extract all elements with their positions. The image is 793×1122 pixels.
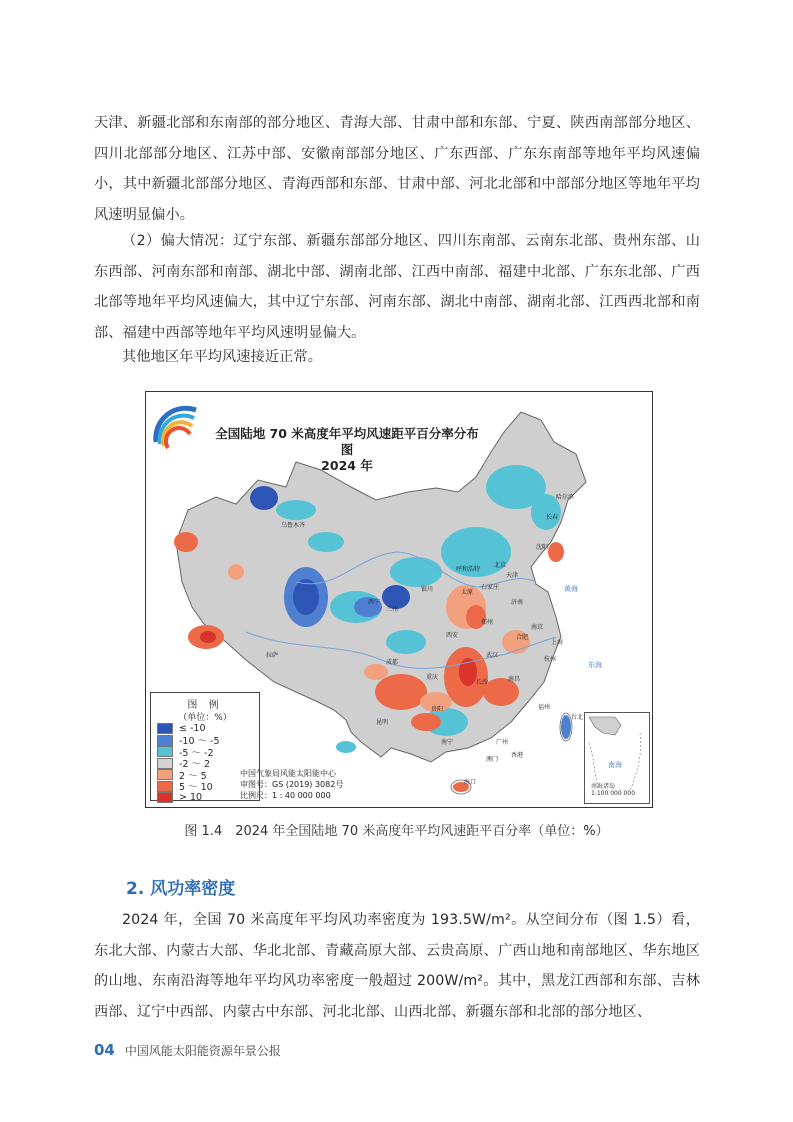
place-label: 福州 — [538, 704, 551, 711]
legend-title: 图 例 — [187, 700, 223, 711]
place-label: 上海 — [551, 639, 564, 646]
section-title: 2. 风功率密度 — [126, 879, 236, 899]
place-label: 贵阳 — [431, 706, 444, 713]
sea-label: 黄海 — [564, 585, 578, 593]
legend-swatch — [157, 769, 173, 780]
place-label: 南京 — [531, 624, 544, 631]
inset-scale: 1:100 000 000 — [591, 790, 636, 797]
paragraph-wind-speed-high — [94, 226, 700, 348]
place-label: 哈尔滨 — [556, 494, 575, 501]
legend-label: -2 ～ 2 — [179, 759, 211, 771]
legend-label: 2 ～ 5 — [179, 770, 207, 782]
place-label: 昆明 — [376, 719, 389, 726]
legend-swatch — [157, 746, 173, 757]
place-label: 拉萨 — [266, 652, 279, 659]
place-label: 西安 — [446, 632, 459, 639]
paragraph-text: （2）偏大情况：辽宁东部、新疆东部部分地区、四川东南部、云南东北部、贵州东部、山东西部、河南东部和南部、湖北中部、湖南北部、江西中南部、福建中北部、广东东北部、广西北部等地年平均风速偏大，其中辽宁东部、河南东部、湖北中南部、湖南北部、江西西北部和南部、福建中西部等地年平均风速明显偏大。 — [94, 233, 700, 341]
map-credits — [240, 768, 343, 801]
credit-org: 中国气象局风能太阳能中心 — [240, 769, 336, 778]
place-label: 银川 — [421, 586, 434, 593]
place-label: 杭州 — [544, 656, 557, 663]
south-china-sea-inset — [584, 712, 650, 804]
place-label: 长春 — [546, 514, 559, 521]
place-label: 广州 — [496, 739, 509, 746]
legend-swatch — [157, 723, 173, 734]
page-footer — [94, 1041, 281, 1059]
place-label: 澳门 — [486, 756, 499, 763]
place-label: 石家庄 — [481, 584, 500, 591]
place-label: 台北 — [571, 714, 584, 721]
credit-scale: 比例尺：1 : 40 000 000 — [240, 791, 331, 800]
map-title-line2: 2024 年 — [321, 458, 373, 473]
place-label: 重庆 — [426, 674, 439, 681]
place-label: 海口 — [464, 779, 477, 786]
figure-caption: 图 1.4 2024 年全国陆地 70 米高度年平均风速距平百分率（单位：%） — [184, 824, 609, 839]
legend-label: > 10 — [179, 792, 203, 804]
credit-approval: 审图号：GS (2019) 3082号 — [240, 780, 344, 789]
sea-label: 东海 — [588, 661, 602, 669]
legend-label: ≤ -10 — [179, 723, 206, 735]
cma-logo-icon — [156, 408, 196, 448]
place-label: 沈阳 — [536, 544, 549, 551]
paragraph-wind-speed-low — [94, 108, 700, 230]
inset-label: 南海诸岛 — [591, 783, 616, 790]
legend-swatch — [157, 781, 173, 792]
paragraph-text: 2024 年，全国 70 米高度年平均风功率密度为 193.5W/m²。从空间分布（图 1.5）看，东北大部、内蒙古大部、华北北部、青藏高原大部、云贵高原、广西山地和南部地区、华东地区的山地、东南沿海等地年平均风功率密度一般超过 200W/m²。其中，黑龙江西部和东部、吉林西部、辽宁中西部、内蒙古中东部、河北北部、山西北部、新疆东部和北部的部分地区、 — [94, 912, 700, 1020]
legend-swatch — [157, 735, 173, 746]
map-title-line1: 全国陆地 70 米高度年平均风速距平百分率分布图 — [215, 426, 479, 457]
paragraph-power-density — [94, 905, 700, 1027]
paragraph-normal — [94, 342, 700, 373]
place-label: 济南 — [511, 599, 524, 606]
place-label: 太原 — [461, 589, 474, 596]
place-label: 南宁 — [441, 739, 454, 746]
place-label: 南昌 — [508, 676, 521, 683]
place-label: 长沙 — [476, 679, 489, 686]
legend-label: -10 ～ -5 — [179, 736, 220, 748]
place-label: 武汉 — [486, 652, 499, 659]
place-label: 香港 — [511, 752, 524, 759]
wind-anomaly-map — [145, 391, 653, 808]
sea-label: 南海 — [608, 761, 622, 769]
place-label: 兰州 — [386, 606, 399, 613]
place-label: 呼和浩特 — [456, 566, 481, 573]
place-label: 成都 — [386, 659, 399, 666]
place-label: 合肥 — [516, 634, 529, 641]
legend-label: -5 ～ -2 — [179, 747, 214, 759]
place-label: 北京 — [494, 562, 507, 569]
paragraph-text: 其他地区年平均风速接近正常。 — [122, 349, 323, 365]
place-label: 西宁 — [368, 599, 381, 606]
place-label: 天津 — [506, 572, 519, 579]
legend-unit: （单位：%） — [178, 713, 232, 723]
legend-swatch — [157, 758, 173, 769]
map-title — [212, 426, 482, 474]
page-number: 04 — [94, 1041, 115, 1059]
publication-title: 中国风能太阳能资源年景公报 — [124, 1044, 281, 1058]
place-label: 郑州 — [481, 619, 494, 626]
place-label: 乌鲁木齐 — [281, 522, 306, 529]
paragraph-text: 天津、新疆北部和东南部的部分地区、青海大部、甘肃中部和东部、宁夏、陕西南部部分地区、四川北部部分地区、江苏中部、安徽南部部分地区、广东西部、广东东南部等地年平均风速偏小，其中新疆北部部分地区、青海西部和东部、甘肃中部、河北北部和中部部分地区等地年平均风速明显偏小。 — [94, 115, 700, 223]
legend-label: 5 ～ 10 — [179, 782, 213, 794]
legend-swatch — [157, 792, 173, 803]
